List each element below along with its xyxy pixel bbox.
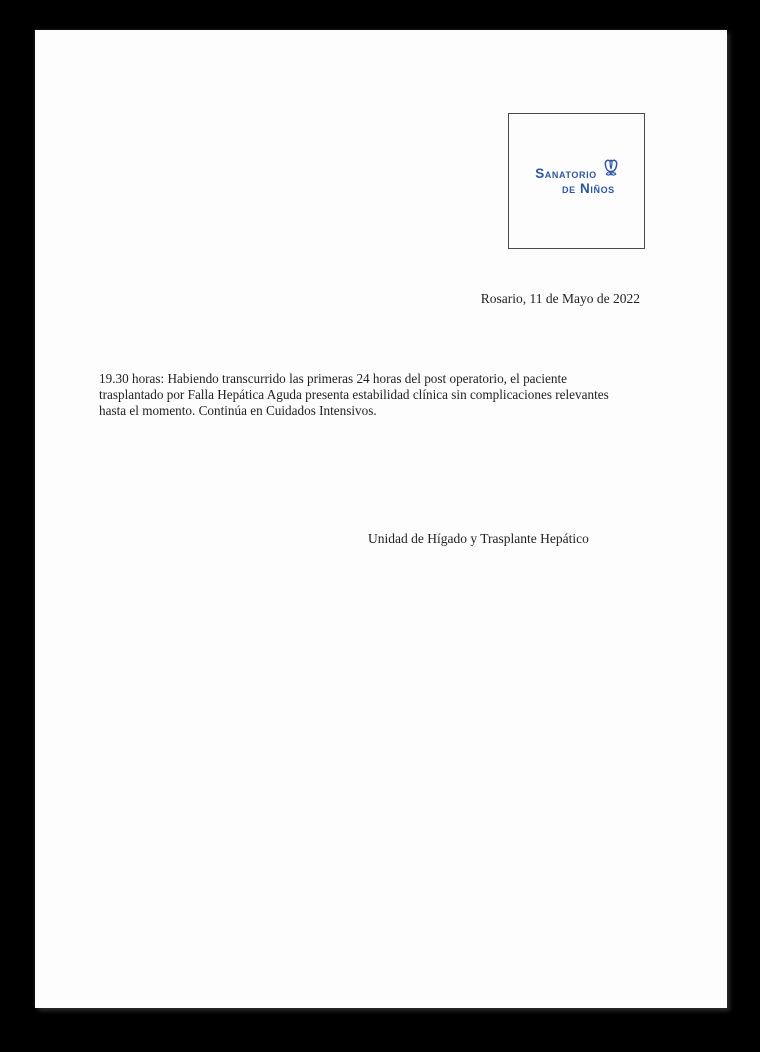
body-line-1: 19.30 horas: Habiendo transcurrido las primeras 24 horas del post operatorio, el paciente [99,371,568,386]
logo-name-line1 [535,166,618,181]
logo [535,166,618,196]
body-line-3: hasta el momento. Continúa en Cuidados Intensivos. [99,403,377,418]
logo-box [508,113,645,249]
tulip-icon [602,156,620,184]
date-line: Rosario, 11 de Mayo de 2022 [480,291,640,306]
body-paragraph [99,371,679,419]
signature-line: Unidad de Hígado y Trasplante Hepático [368,531,589,546]
logo-name-line2: de Niños [561,181,615,196]
body-line-2: trasplantado por Falla Hepática Aguda presenta estabilidad clínica sin complicaciones relevantes [99,387,609,402]
logo-text-sanatorio: Sanatorio [535,166,597,181]
document-page [35,30,727,1008]
